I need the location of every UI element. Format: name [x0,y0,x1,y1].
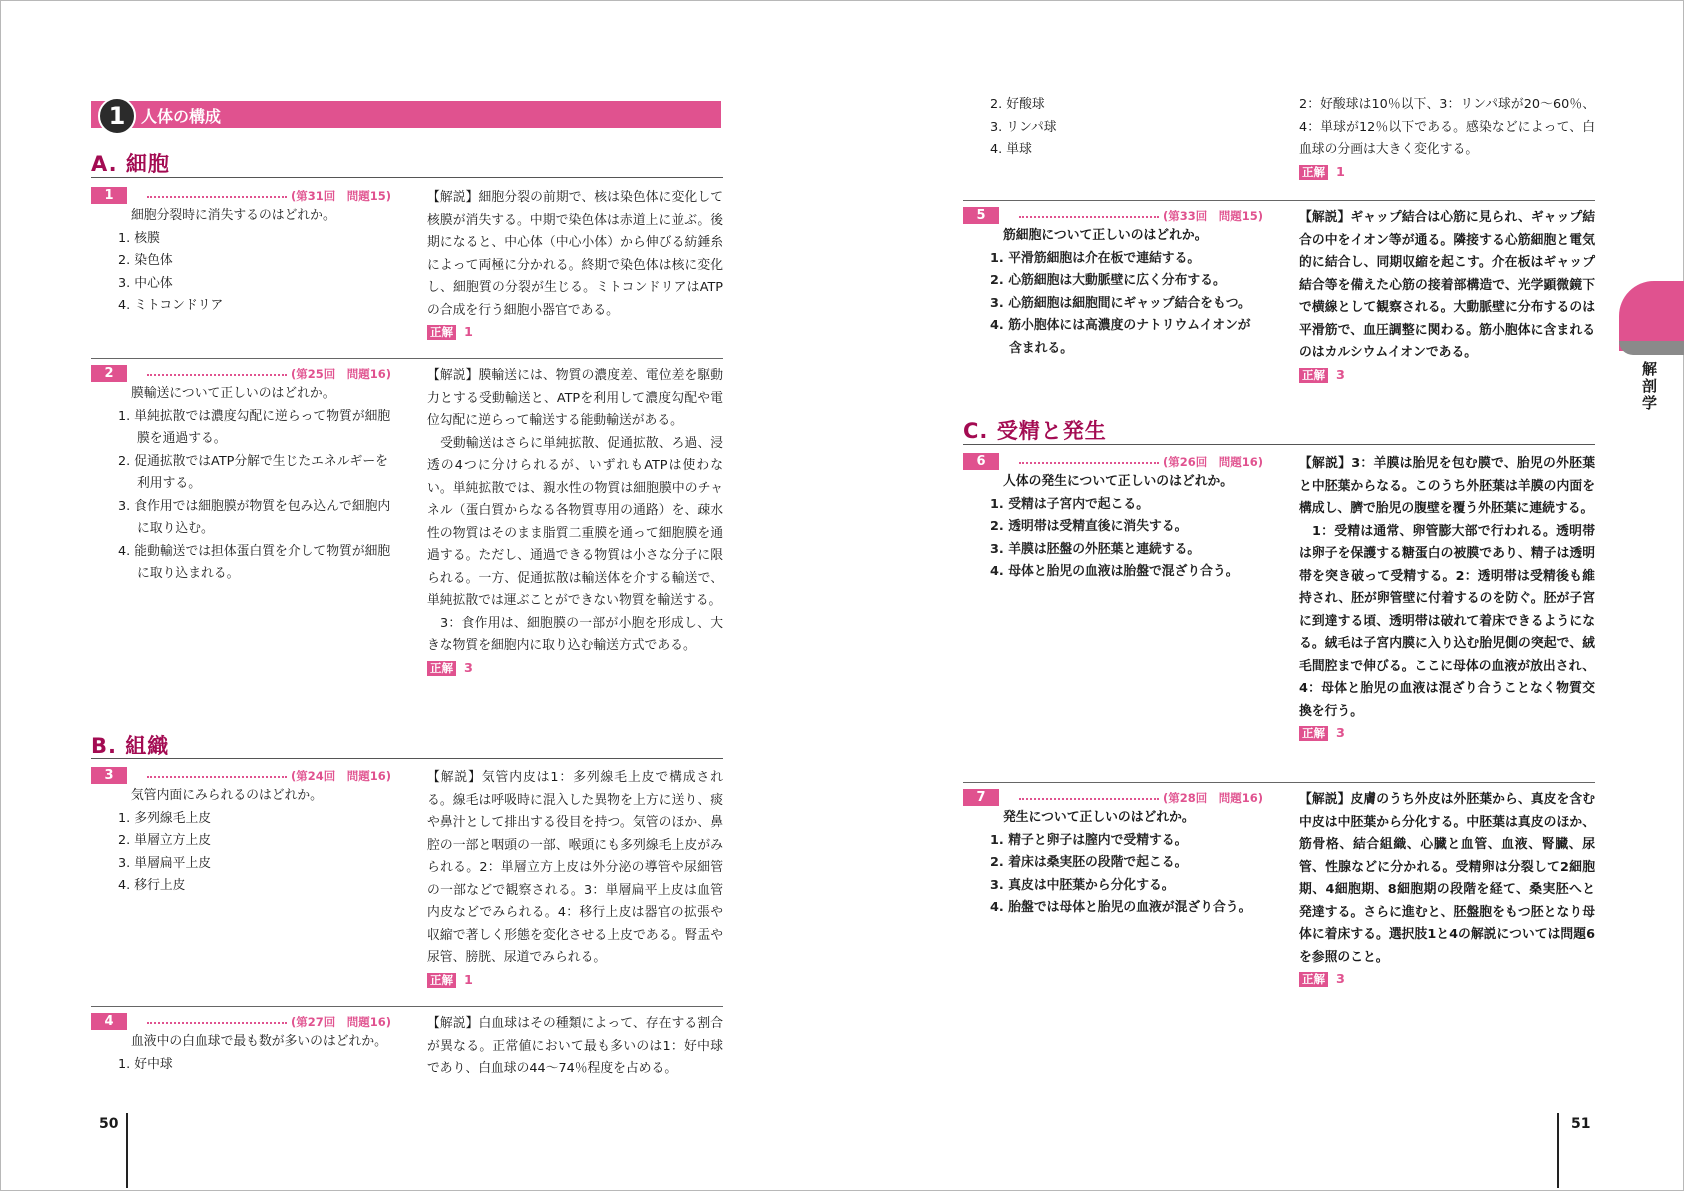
answer-line [1299,723,1595,746]
answer-line [427,322,723,345]
choice-item: 1. 精子と卵子は膣内で受精する。 [990,832,1188,848]
question-4-continued [963,94,1595,184]
answer-label: 正解 [1299,972,1328,987]
question-rule [91,1006,723,1007]
question-5-left [963,207,1263,360]
page-number-right: 51 [1571,1116,1591,1132]
section-title-b: B. 組織 [91,734,170,758]
answer-value: 3 [1336,726,1345,741]
question-7 [963,789,1595,1009]
choice-item: 3. リンパ球 [990,119,1057,135]
question-1-header [91,187,391,205]
question-number: 7 [963,789,999,806]
choice-item: 1. 核膜 [118,230,160,246]
question-number: 1 [91,187,127,204]
question-5-header [963,207,1263,225]
question-stem: 気管内面にみられるのはどれか。 [131,788,323,803]
section-title-c: C. 受精と発生 [963,419,1107,443]
question-7-explanation [1299,789,1595,992]
choice-item: 3. 中心体 [118,275,173,291]
choice-item: 2. 好酸球 [990,97,1045,112]
choice-list [91,1054,391,1077]
answer-value: 1 [464,972,473,988]
question-3-header [91,767,391,785]
question-number: 4 [91,1013,127,1030]
choice-item: 2. 着床は桑実胚の段階で起こる。 [990,855,1188,870]
answer-line [1299,365,1595,388]
question-source: (第24回 問題16) [291,769,392,783]
choice-item: 2. 染色体 [118,253,173,268]
answer-label: 正解 [1299,165,1328,180]
question-rule [963,200,1595,201]
choice-item: 3. 単層扁平上皮 [118,855,212,871]
choice-item: 1. 受精は子宮内で起こる。 [990,496,1149,512]
question-2-header [91,365,391,383]
choice-item: 4. 筋小胞体には高濃度のナトリウムイオンが含まれる。 [990,318,1251,356]
question-source: (第28回 問題16) [1163,791,1264,805]
question-6 [963,453,1595,763]
answer-label: 正解 [427,325,456,340]
leader-dots [1019,462,1159,464]
answer-value: 1 [1336,164,1345,180]
choice-item: 2. 透明帯は受精直後に消失する。 [990,519,1188,534]
question-source: (第25回 問題16) [291,367,392,381]
question-7-header [963,789,1263,807]
question-number: 6 [963,453,999,470]
leader-dots [147,776,287,778]
choice-item: 4. 単球 [990,142,1032,157]
section-rule-c [963,444,1595,445]
choice-item: 1. 単純拡散では濃度勾配に逆らって物質が細胞膜を通過する。 [118,408,391,446]
explanation-text: 【解説】ギャップ結合は心筋に見られ、ギャップ結合の中をイオン等が通る。隣接する心筋細胞と電気的に結合し、同期収縮を起こす。介在板はギャップ結合等を備えた心筋の接着部構造で、光学顕微鏡下で横線として観察される。大動脈壁に分布するのは平滑筋で、血圧調整に関わる。筋小胞体に含まれるのはカルシウムイオンである。 [1299,210,1595,360]
answer-label: 正解 [427,973,456,988]
question-number: 3 [91,767,127,784]
question-3-explanation [427,767,723,992]
chapter-tab-shadow [1619,341,1684,355]
leader-dots [1019,216,1159,218]
question-stem: 細胞分裂時に消失するのはどれか。 [131,208,336,223]
leader-dots [147,1022,287,1024]
question-4-explanation-cont [1299,94,1595,184]
answer-label: 正解 [1299,726,1328,741]
page-rule-left [126,1113,128,1188]
question-3 [91,767,723,987]
answer-value: 1 [464,325,473,340]
choice-item: 2. 促通拡散ではATP分解で生じたエネルギーを利用する。 [118,453,388,491]
question-stem: 発生について正しいのはどれか。 [1003,810,1195,825]
answer-value: 3 [1336,972,1345,987]
question-source: (第31回 問題15) [291,189,392,203]
explanation-text: 2：好酸球は10％以下、3：リンパ球が20〜60％、4：単球が12％以下である。感染などによって、白血球の分画は大きく変化する。 [1299,97,1595,157]
answer-label: 正解 [427,661,456,676]
choice-item: 3. 真皮は中胚葉から分化する。 [990,877,1175,893]
question-4-header [91,1013,391,1031]
question-rule [963,782,1595,783]
choice-item: 4. 移行上皮 [118,878,186,893]
choice-item: 4. 能動輸送では担体蛋白質を介して物質が細胞に取り込まれる。 [118,543,391,581]
choice-list [963,248,1263,361]
chapter-number: 1 [98,97,136,135]
question-rule [91,358,723,359]
choice-item: 3. 羊膜は胚盤の外胚葉と連続する。 [990,541,1201,557]
answer-line [427,970,723,993]
question-2-explanation [427,365,723,680]
section-rule-a [91,177,723,178]
answer-value: 3 [1336,367,1345,383]
explanation-text: 【解説】白血球はその種類によって、存在する割合が異なる。正常値において最も多いのは1：好中球であり、白血球の44〜74％程度を占める。 [427,1016,723,1076]
question-1 [91,187,723,340]
question-4-left [91,1013,391,1076]
question-5 [963,207,1595,387]
question-7-left [963,789,1263,920]
question-1-explanation [427,187,723,345]
section-title-a: A. 細胞 [91,152,170,176]
choice-list [91,808,391,898]
choice-list [963,830,1263,920]
chapter-tab-label: 解剖学 [1640,361,1658,412]
choice-item: 3. 心筋細胞は細胞間にギャップ結合をもつ。 [990,295,1251,311]
question-4-left-cont [963,94,1263,162]
choice-item: 4. ミトコンドリア [118,298,224,313]
explanation-text: 【解説】膜輸送には、物質の濃度差、電位差を駆動力とする受動輸送と、ATPを利用して濃度勾配や電位勾配に逆らって輸送する能動輸送がある。 [427,368,723,428]
question-number: 5 [963,207,999,224]
question-2 [91,365,723,695]
leader-dots [147,196,287,198]
explanation-text-3: 3：食作用は、細胞膜の一部が小胞を形成し、大きな物質を細胞内に取り込む輸送方式である。 [427,615,723,653]
page-number-left: 50 [99,1116,119,1132]
question-2-left [91,365,391,586]
question-4-explanation [427,1013,723,1081]
leader-dots [1019,798,1159,800]
question-1-left [91,187,391,318]
choice-item: 1. 平滑筋細胞は介在板で連結する。 [990,250,1201,266]
chapter-title: 人体の構成 [141,107,222,126]
explanation-text: 【解説】3：羊膜は胎児を包む膜で、胎児の外胚葉と中胚葉からなる。このうち外胚葉は羊膜の内面を構成し、臍で胎児の腹壁を覆う外胚葉に連続する。 [1299,456,1595,516]
choice-list [91,406,391,586]
explanation-text: 【解説】皮膚のうち外皮は外胚葉から、真皮を含む中皮は中胚葉から分化する。中胚葉は真皮のほか、筋骨格、結合組織、心臓と血管、血液、腎臓、尿管、性腺などに分かれる。受精卵は分裂して2細胞期、4細胞期、8細胞期の段階を経て、桑実胚へと発達する。さらに進むと、胚盤胞をもつ胚となり母体に着床する。選択肢1と4の解説については問題6を参照のこと。 [1299,792,1595,965]
choice-item: 1. 多列線毛上皮 [118,810,212,826]
question-source: (第27回 問題16) [291,1015,392,1029]
question-6-explanation [1299,453,1595,746]
page-rule-right [1557,1113,1559,1188]
question-5-explanation [1299,207,1595,387]
choice-list [91,228,391,318]
answer-line [1299,162,1595,185]
question-source: (第33回 問題15) [1163,209,1264,223]
explanation-text: 【解説】気管内皮は1：多列線毛上皮で構成される。線毛は呼吸時に混入した異物を上方に送り、痰や鼻汁として排出する役目を持つ。気管のほか、鼻腔の一部と咽頭の一部、喉頭にも多列線毛上皮がみられる。2：単層立方上皮は外分泌の導管や尿細管の一部などで観察される。3：単層扁平上皮は血管内皮などでみられる。4：移行上皮は器官の拡張や収縮で著しく形態を変化させる上皮である。腎盂や尿管、膀胱、尿道でみられる。 [427,770,723,965]
answer-line [1299,969,1595,992]
question-stem: 筋細胞について正しいのはどれか。 [1003,228,1208,243]
choice-item: 3. 食作用では細胞膜が物質を包み込んで細胞内に取り込む。 [118,498,391,536]
explanation-text-2: 1：受精は通常、卵管膨大部で行われる。透明帯は卵子を保護する糖蛋白の被膜であり、精子は透明帯を突き破って受精する。2：透明帯は受精後も維持され、胚が卵管壁に付着するのを防ぐ。胚が子宮に到達する頃、透明帯は破れて着床できるようになる。絨毛は子宮内膜に入り込む胎児側の突起で、絨毛間腔まで伸びる。ここに母体の血液が放出され、4：母体と胎児の血液は混ざり合うことなく物質交換を行う。 [1299,523,1595,719]
choice-item: 2. 単層立方上皮 [118,833,212,848]
choice-item: 2. 心筋細胞は大動脈壁に広く分布する。 [990,273,1226,288]
question-3-left [91,767,391,898]
question-4 [91,1013,723,1083]
choice-list [963,494,1263,584]
chapter-header [91,101,721,128]
answer-line [427,658,723,681]
question-source: (第26回 問題16) [1163,455,1264,469]
choice-item: 1. 好中球 [118,1056,173,1072]
answer-value: 3 [464,660,473,676]
answer-label: 正解 [1299,368,1328,383]
question-stem: 膜輸送について正しいのはどれか。 [131,386,336,401]
question-stem: 血液中の白血球で最も数が多いのはどれか。 [131,1034,387,1049]
choice-list [963,94,1263,162]
explanation-text: 【解説】細胞分裂の前期で、核は染色体に変化して核膜が消失する。中期で染色体は赤道上に並ぶ。後期になると、中心体（中心小体）から伸びる紡錘糸によって両極に分かれる。終期で染色体は核に変化し、細胞質の分裂が生じる。ミトコンドリアはATPの合成を行う細胞小器官である。 [427,190,723,318]
question-6-header [963,453,1263,471]
explanation-text-2: 受動輸送はさらに単純拡散、促通拡散、ろ過、浸透の4つに分けられるが、いずれもATPは使わない。単純拡散では、親水性の物質は細胞膜中のチャネル（蛋白質からなる各物質専用の通路）を、疎水性の物質はそのまま脂質二重膜を通って細胞膜を通過する。ただし、通過できる物質は小さな分子に限られる。一方、促通拡散は輸送体を介する輸送で、単純拡散では運ぶことができない物質を輸送する。 [427,435,723,608]
question-stem: 人体の発生について正しいのはどれか。 [1003,474,1234,489]
question-number: 2 [91,365,127,382]
choice-item: 4. 母体と胎児の血液は胎盤で混ざり合う。 [990,564,1239,579]
question-6-left [963,453,1263,584]
leader-dots [147,374,287,376]
choice-item: 4. 胎盤では母体と胎児の血液が混ざり合う。 [990,900,1252,915]
section-rule-b [91,758,723,759]
